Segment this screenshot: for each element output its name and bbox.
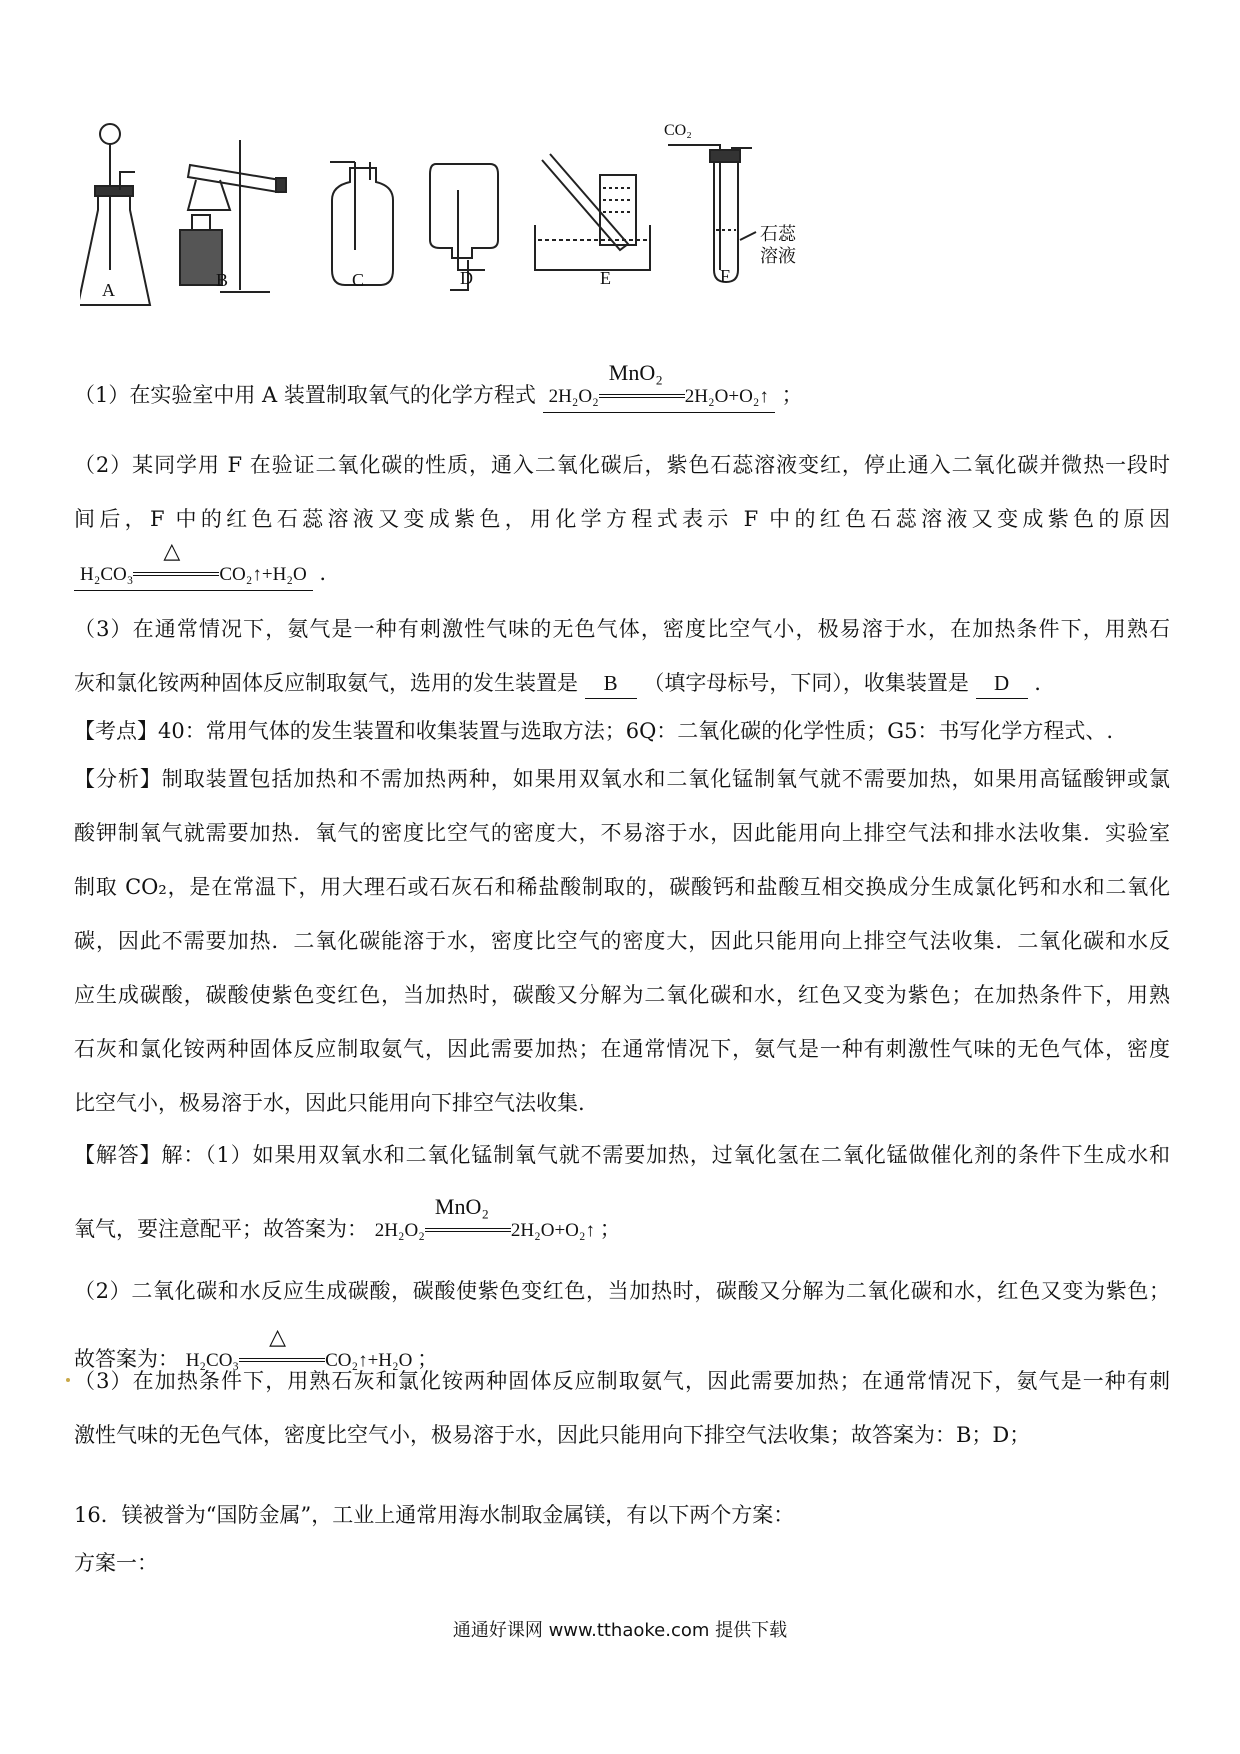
- page-footer: 通通好课网 www.tthaoke.com 提供下载: [452, 1620, 788, 1641]
- litmus-label-1: 石蕊: [760, 224, 796, 244]
- solution-eq1: [374, 1193, 600, 1241]
- solution-eq2-reactant: H₂CO₃: [185, 1350, 240, 1371]
- label-f: F: [720, 266, 731, 286]
- solution-eq2-suffix: ；: [417, 1347, 439, 1371]
- q16-line-2: 方案一：: [74, 1551, 158, 1575]
- q2-line-2: 间后，F 中的红色石蕊溶液又变成紫色，用化学方程式表示 F 中的红色石蕊溶液又变成紫色的原因: [74, 507, 1170, 531]
- co2-label: CO₂: [664, 122, 692, 139]
- q16-line-1: 16．镁被誉为“国防金属”，工业上通常用海水制取金属镁，有以下两个方案：: [74, 1503, 795, 1527]
- apparatus-a: [80, 124, 150, 305]
- label-d: D: [460, 268, 473, 288]
- q2-product: CO₂↑+H₂O: [219, 564, 307, 585]
- q1-prefix: （1）在实验室中用 A 装置制取氧气的化学方程式: [74, 383, 536, 407]
- q3-line-1: （3）在通常情况下，氨气是一种有刺激性气味的无色气体，密度比空气小，极易溶于水，在加热条件下，用熟石: [74, 617, 1170, 641]
- q1-equals: [599, 359, 685, 404]
- solution-eq1-equals: [425, 1193, 511, 1238]
- solution-line2-prefix: 氧气，要注意配平；故答案为：: [74, 1217, 368, 1241]
- label-e: E: [600, 268, 611, 288]
- q1-line: [74, 359, 1170, 413]
- q2-line-1: （2）某同学用 F 在验证二氧化碳的性质，通入二氧化碳后，紫色石蕊溶液变红，停止通入二氧化碳并微热一段时: [74, 453, 1170, 477]
- solution-line-1: 【解答】解：（1）如果用双氧水和二氧化锰制氧气就不需要加热，过氧化氢在二氧化锰做催化剂的条件下生成水和: [74, 1143, 1170, 1167]
- solution-eq1-product: 2H₂O+O₂↑: [510, 1220, 596, 1241]
- solution-line-2: [74, 1193, 1170, 1246]
- solution-eq2-product: CO₂↑+H₂O: [325, 1350, 413, 1371]
- apparatus-c: [330, 162, 393, 285]
- q2-answer-line: [74, 537, 1170, 591]
- q3-line2-a: 灰和氯化铵两种固体反应制取氨气，选用的发生装置是: [74, 671, 578, 695]
- q2-condition: △: [163, 537, 181, 563]
- q2-suffix: .: [319, 561, 327, 585]
- q2-reactant: H₂CO₃: [80, 564, 134, 585]
- label-b: B: [216, 270, 229, 290]
- analysis-line-1: 【分析】制取装置包括加热和不需加热两种，如果用双氧水和二氧化锰制氧气就不需要加热，如果用高锰酸钾或氯: [74, 767, 1170, 791]
- label-c: C: [352, 270, 365, 290]
- solution-line4-prefix: 故答案为：: [74, 1347, 179, 1371]
- q1-answer: [543, 359, 775, 413]
- margin-dot: [66, 1378, 70, 1382]
- analysis-line-7: 比空气小，极易溶于水，因此只能用向下排空气法收集.: [74, 1091, 585, 1115]
- apparatus-figure: [80, 120, 900, 330]
- q2-answer: [74, 537, 313, 591]
- apparatus-f: [668, 145, 756, 282]
- q3-line2-b: （填字母标号，下同），收集装置是: [643, 671, 969, 695]
- solution-eq1-reactant: 2H₂O₂: [374, 1220, 425, 1241]
- solution-line-3: （2）二氧化碳和水反应生成碳酸，碳酸使紫色变红色，当加热时，碳酸又分解为二氧化碳和水，红色又变为紫色；: [74, 1279, 1170, 1303]
- solution-line-6: 激性气味的无色气体，密度比空气小，极易溶于水，因此只能用向下排空气法收集；故答案为：B；D；: [74, 1423, 1031, 1447]
- solution-eq1-suffix: ；: [599, 1217, 621, 1241]
- q3-answer-generator: B: [585, 668, 637, 699]
- q3-answer-collector: D: [976, 668, 1028, 699]
- solution-eq2-condition: △: [269, 1323, 286, 1349]
- q3-line-2: [74, 668, 1170, 699]
- apparatus-b: [180, 140, 286, 292]
- litmus-label-2: 溶液: [760, 246, 796, 266]
- apparatus-e: [535, 154, 650, 270]
- analysis-line-6: 石灰和氯化铵两种固体反应制取氨气，因此需要加热；在通常情况下，氨气是一种有刺激性气味的无色气体，密度: [74, 1037, 1170, 1061]
- q2-equals: [133, 537, 219, 582]
- q1-product: 2H₂O+O₂↑: [684, 386, 769, 407]
- analysis-line-5: 应生成碳酸，碳酸使紫色变红色，当加热时，碳酸又分解为二氧化碳和水，红色又变为紫色；在加热条件下，用熟: [74, 983, 1170, 1007]
- solution-eq1-condition: MnO₂: [434, 1193, 490, 1219]
- analysis-line-3: 制取 CO₂，是在常温下，用大理石或石灰石和稀盐酸制取的，碳酸钙和盐酸互相交换成分生成氯化钙和水和二氧化: [74, 875, 1170, 899]
- analysis-line-4: 碳，因此不需要加热．二氧化碳能溶于水，密度比空气的密度大，因此只能用向上排空气法收集．二氧化碳和水反: [74, 929, 1170, 953]
- kaodian-line: 【考点】40：常用气体的发生装置和收集装置与选取方法；6Q：二氧化碳的化学性质；G5：书写化学方程式、.: [74, 719, 1114, 743]
- analysis-line-2: 酸钾制氧气就需要加热．氧气的密度比空气的密度大，不易溶于水，因此能用向上排空气法和排水法收集．实验室: [74, 821, 1170, 845]
- q1-condition: MnO₂: [608, 359, 663, 385]
- q1-suffix: ；: [781, 383, 803, 407]
- solution-line-5: （3）在加热条件下，用熟石灰和氯化铵两种固体反应制取氨气，因此需要加热；在通常情况下，氨气是一种有刺: [74, 1369, 1170, 1393]
- q1-reactant: 2H₂O₂: [548, 386, 599, 407]
- q3-line2-c: .: [1034, 671, 1041, 695]
- label-a: A: [102, 280, 115, 300]
